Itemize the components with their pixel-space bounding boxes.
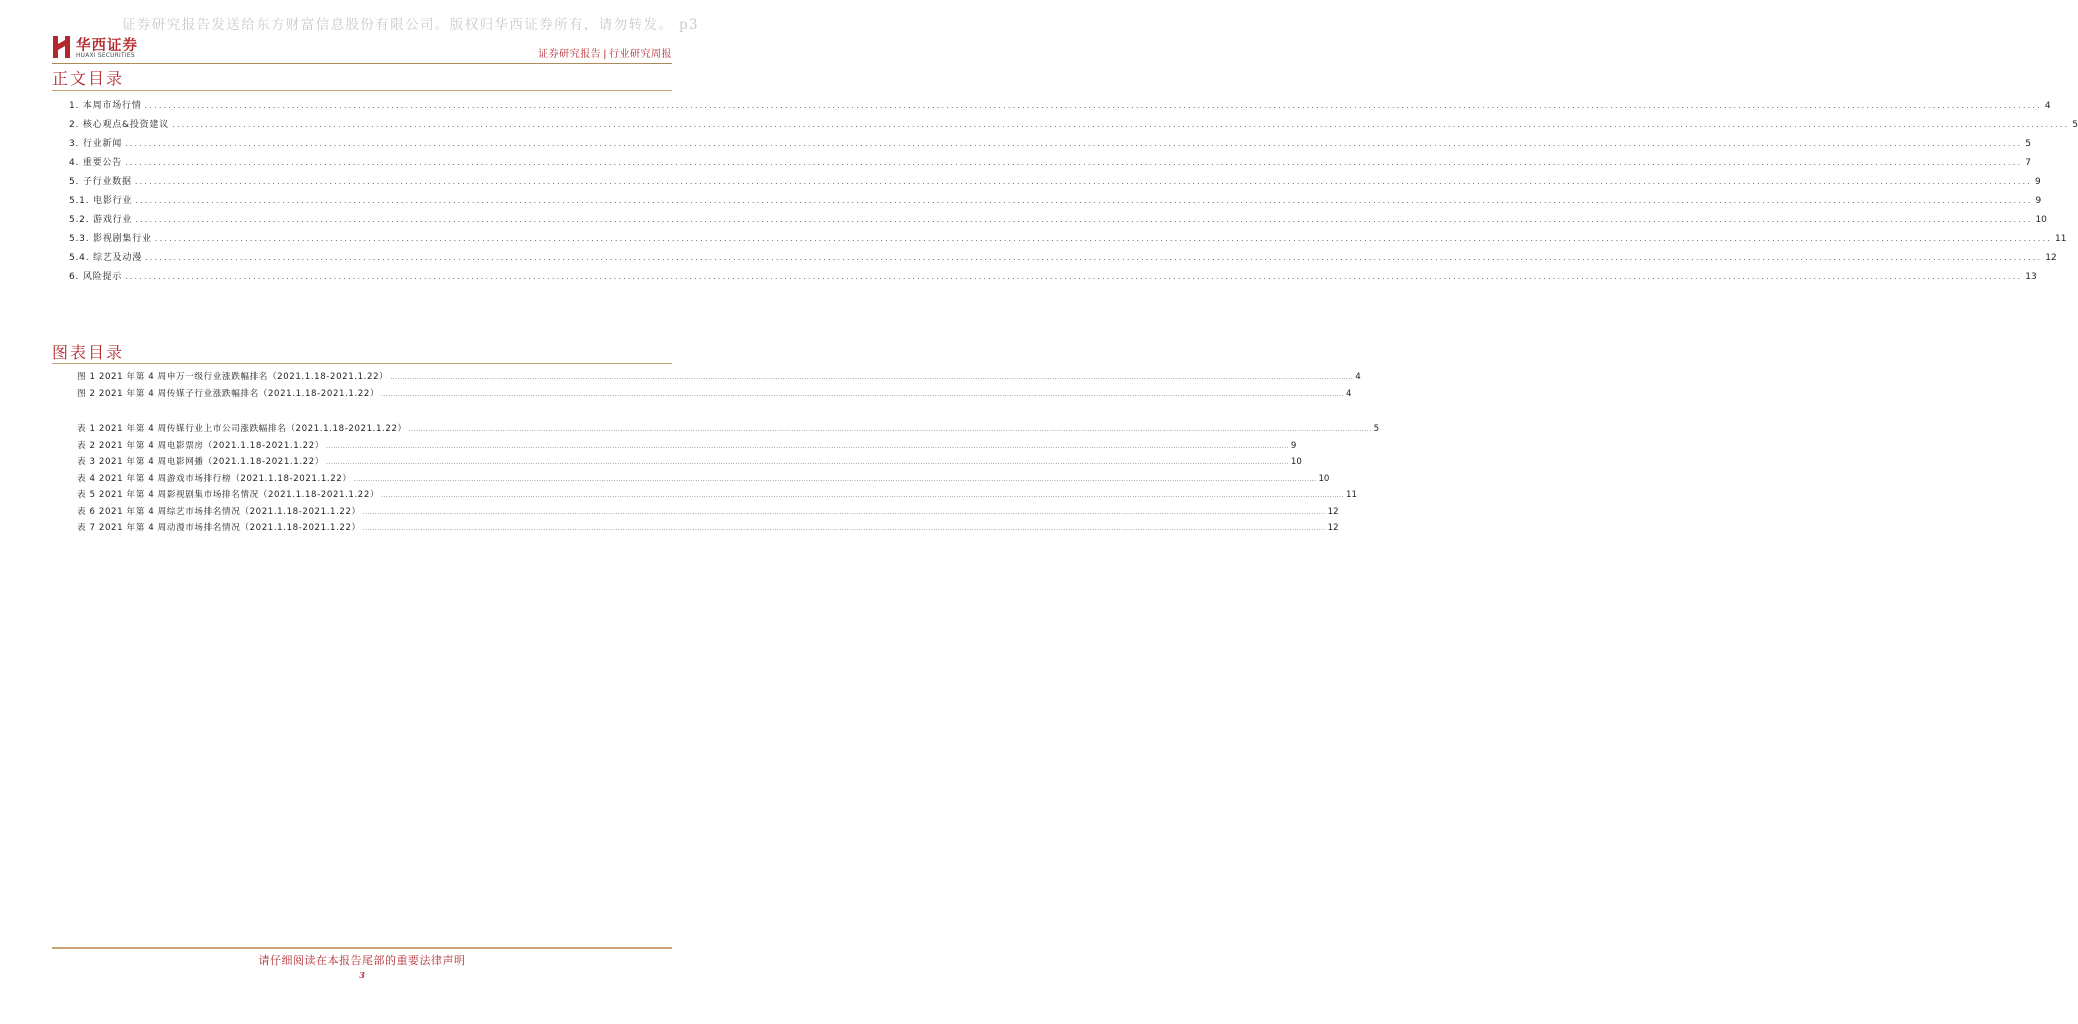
toc-entry-page-number: 9 bbox=[2035, 196, 2042, 206]
figure-entry-page-number: 4 bbox=[1346, 388, 1352, 399]
table-entry[interactable] bbox=[77, 521, 1339, 534]
dot-leader: ................................................................................................................................................................................................................................................................................................................................................................................................................ bbox=[125, 158, 2023, 167]
toc-entry[interactable] bbox=[69, 174, 2041, 188]
toc-entry[interactable] bbox=[69, 155, 2031, 169]
table-entry-label: 表 3 2021 年第 4 周电影网播（2021.1.18-2021.1.22） bbox=[77, 457, 324, 467]
toc-entry-page-number: 7 bbox=[2025, 158, 2031, 168]
table-entry-page-number: 10 bbox=[1318, 473, 1330, 484]
table-entry-label: 表 7 2021 年第 4 周动漫市场排名情况（2021.1.18-2021.1.22） bbox=[77, 523, 361, 533]
table-entry-label: 表 5 2021 年第 4 周影视剧集市场排名情况（2021.1.18-2021.1.22） bbox=[77, 490, 380, 500]
toc-entry-label: 2. 核心观点&投资建议 bbox=[69, 120, 170, 130]
table-entry[interactable] bbox=[77, 455, 1302, 468]
huaxi-logo-icon bbox=[52, 34, 72, 60]
dot-leader: ................................................................................................................................................................................................................................................................................................................................................................................................................ bbox=[125, 139, 2023, 148]
dot-leader: ................................................................................................................................................................................................................................................................................................................................................................................................................ bbox=[135, 196, 2033, 205]
toc-entry-label: 5.1. 电影行业 bbox=[69, 196, 133, 206]
brand-name-cn: 华西证券 bbox=[76, 38, 138, 54]
dot-leader: ................................................................................................................................................................................................................................................................................................................................................................................................................ bbox=[125, 272, 2023, 281]
table-entry-page-number: 10 bbox=[1290, 457, 1302, 467]
table-entry[interactable] bbox=[77, 439, 1297, 452]
table-entry-page-number: 11 bbox=[1346, 490, 1357, 500]
table-entry-label: 表 2 2021 年第 4 周电影票房（2021.1.18-2021.1.22） bbox=[77, 440, 324, 451]
table-entry-label: 表 6 2021 年第 4 周综艺市场排名情况（2021.1.18-2021.1.22） bbox=[77, 506, 361, 517]
figure-entry[interactable] bbox=[77, 370, 1361, 383]
table-entry-page-number: 5 bbox=[1373, 424, 1380, 434]
toc-entry-page-number: 9 bbox=[2035, 177, 2041, 187]
toc-entry-page-number: 10 bbox=[2035, 215, 2047, 225]
table-entry[interactable] bbox=[77, 488, 1357, 501]
dot-leader: ................................................................................................................................................................................................................................................................................................................................................................................................................ bbox=[134, 177, 2033, 186]
toc-entry-page-number: 5 bbox=[2072, 120, 2078, 130]
table-entry-page-number: 9 bbox=[1290, 440, 1297, 451]
toc-entry-label: 1. 本周市场行情 bbox=[69, 101, 142, 111]
legal-notice: 请仔细阅读在本报告尾部的重要法律声明 bbox=[258, 954, 466, 967]
table-entry-label: 表 1 2021 年第 4 周传媒行业上市公司涨跌幅排名（2021.1.18-2021.1.22） bbox=[77, 424, 407, 434]
toc-entry[interactable] bbox=[69, 231, 2067, 245]
dot-leader: ................................................................................................................................................................................................................................................................................................................................................................................................................ bbox=[135, 215, 2033, 224]
toc-entry-label: 4. 重要公告 bbox=[69, 158, 123, 168]
figure-entry-label: 图 2 2021 年第 4 周传媒子行业涨跌幅排名（2021.1.18-2021.1.22） bbox=[77, 388, 380, 399]
toc-title: 正文目录 bbox=[52, 69, 125, 88]
toc-entry[interactable] bbox=[69, 212, 2047, 226]
toc-entry-page-number: 12 bbox=[2045, 253, 2057, 263]
header-separator: | bbox=[603, 49, 607, 60]
toc-entry-label: 5.2. 游戏行业 bbox=[69, 215, 133, 225]
table-entry-page-number: 12 bbox=[1327, 506, 1339, 517]
table-entry[interactable] bbox=[77, 505, 1339, 518]
dot-leader: ................................................................................................................................................................................................................................................................................................................................................................................................................ bbox=[381, 390, 1345, 398]
dot-leader: ................................................................................................................................................................................................................................................................................................................................................................................................................ bbox=[362, 525, 1326, 532]
dot-leader: ................................................................................................................................................................................................................................................................................................................................................................................................................ bbox=[172, 120, 2070, 129]
toc-entry-page-number: 13 bbox=[2025, 272, 2037, 282]
dot-leader: ................................................................................................................................................................................................................................................................................................................................................................................................................ bbox=[408, 426, 1372, 433]
toc-entry-page-number: 11 bbox=[2055, 234, 2067, 244]
toc-entry-page-number: 5 bbox=[2025, 139, 2031, 149]
toc-entry-label: 5. 子行业数据 bbox=[69, 177, 132, 187]
toc-entry[interactable] bbox=[69, 269, 2037, 283]
toc-entry[interactable] bbox=[69, 193, 2042, 207]
report-type-label: 证券研究报告 bbox=[538, 49, 602, 60]
watermark-text: 证券研究报告发送给东方财富信息股份有限公司。版权归华西证券所有，请勿转发。 p3 bbox=[122, 17, 700, 33]
footer-divider bbox=[52, 947, 672, 949]
toc-entry-label: 5.4. 综艺及动漫 bbox=[69, 253, 143, 263]
dot-leader: ................................................................................................................................................................................................................................................................................................................................................................................................................ bbox=[362, 508, 1326, 516]
dot-leader: ................................................................................................................................................................................................................................................................................................................................................................................................................ bbox=[353, 475, 1317, 483]
brand-name-en: HUAXI SECURITIES bbox=[76, 53, 135, 59]
toc-entry[interactable] bbox=[69, 98, 2051, 112]
dot-leader: ................................................................................................................................................................................................................................................................................................................................................................................................................ bbox=[144, 101, 2042, 110]
dot-leader: ................................................................................................................................................................................................................................................................................................................................................................................................................ bbox=[325, 442, 1289, 450]
header-divider bbox=[52, 63, 672, 64]
toc-title-divider bbox=[52, 90, 672, 91]
toc-entry[interactable] bbox=[69, 250, 2057, 264]
figures-title-divider bbox=[52, 363, 672, 364]
figure-entry-label: 图 1 2021 年第 4 周申万一级行业涨跌幅排名（2021.1.18-2021.1.22） bbox=[77, 372, 389, 382]
figure-entry-page-number: 4 bbox=[1355, 372, 1361, 382]
dot-leader: ................................................................................................................................................................................................................................................................................................................................................................................................................ bbox=[154, 234, 2053, 243]
toc-entry-label: 3. 行业新闻 bbox=[69, 139, 123, 149]
dot-leader: ................................................................................................................................................................................................................................................................................................................................................................................................................ bbox=[145, 253, 2043, 262]
table-entry-label: 表 4 2021 年第 4 周游戏市场排行榜（2021.1.18-2021.1.22） bbox=[77, 473, 352, 484]
figures-title: 图表目录 bbox=[52, 343, 125, 362]
toc-entry-label: 5.3. 影视剧集行业 bbox=[69, 234, 152, 244]
dot-leader: ................................................................................................................................................................................................................................................................................................................................................................................................................ bbox=[390, 374, 1354, 381]
toc-entry-page-number: 4 bbox=[2044, 101, 2051, 111]
header-report-type bbox=[538, 45, 672, 60]
table-entry[interactable] bbox=[77, 422, 1380, 435]
table-entry-page-number: 12 bbox=[1327, 523, 1339, 533]
dot-leader: ................................................................................................................................................................................................................................................................................................................................................................................................................ bbox=[381, 492, 1345, 499]
figure-entry[interactable] bbox=[77, 387, 1352, 400]
report-category-label: 行业研究周报 bbox=[609, 49, 672, 60]
brand-logo bbox=[52, 34, 182, 64]
page-number: 3 bbox=[359, 970, 365, 980]
toc-entry[interactable] bbox=[69, 117, 2078, 131]
dot-leader: ................................................................................................................................................................................................................................................................................................................................................................................................................ bbox=[325, 459, 1289, 466]
table-entry[interactable] bbox=[77, 472, 1330, 485]
toc-entry[interactable] bbox=[69, 136, 2031, 150]
toc-entry-label: 6. 风险提示 bbox=[69, 272, 123, 282]
